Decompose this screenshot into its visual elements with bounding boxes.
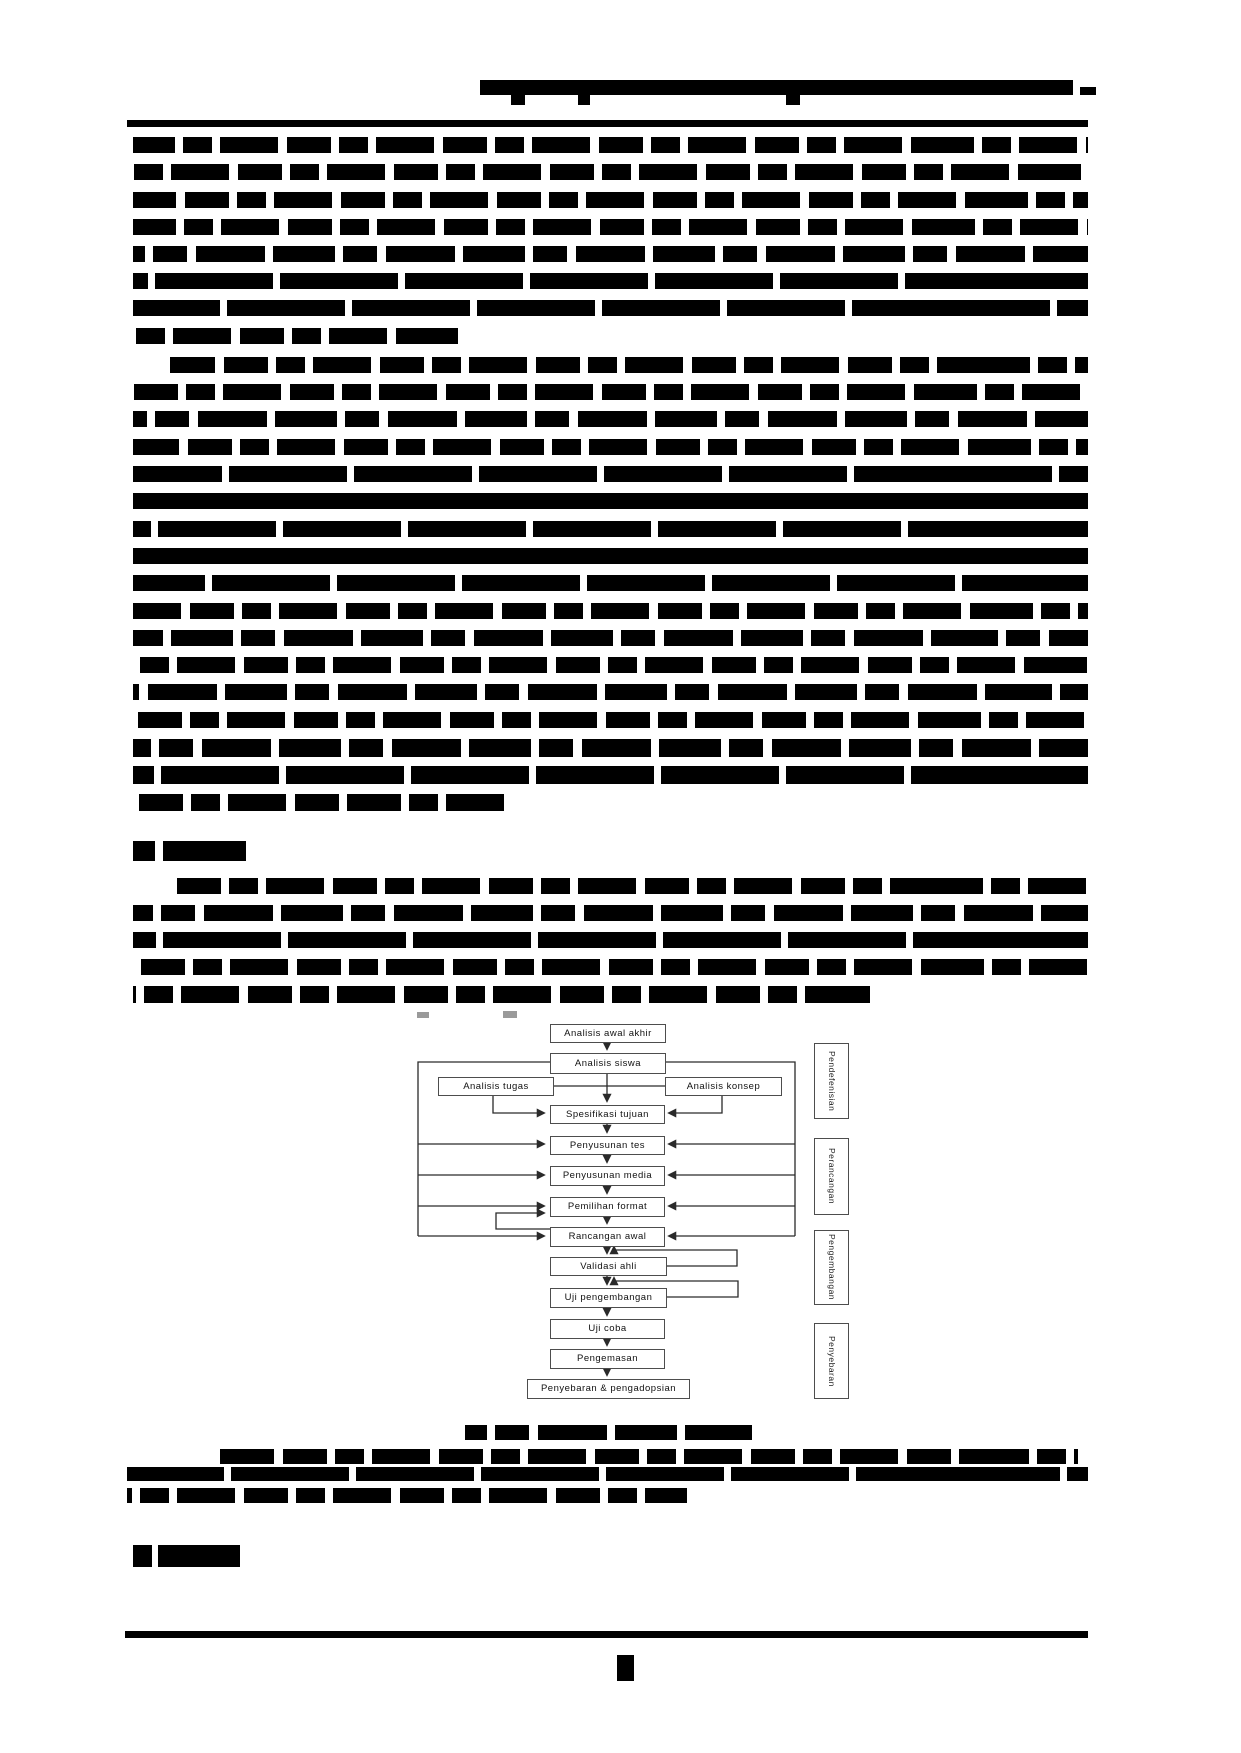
redacted-text bbox=[133, 1545, 152, 1567]
flowchart-step-spesifikasi-tujuan: Spesifikasi tujuan bbox=[550, 1105, 665, 1124]
redacted-text bbox=[133, 766, 1088, 784]
redacted-text bbox=[133, 164, 1088, 180]
redacted-text bbox=[133, 328, 463, 344]
redacted-text bbox=[786, 95, 800, 105]
redacted-text bbox=[133, 959, 1088, 975]
redacted-text bbox=[133, 521, 1088, 537]
redacted-text bbox=[127, 1467, 1088, 1481]
redacted-text bbox=[133, 493, 1088, 509]
redacted-text bbox=[125, 1631, 1088, 1638]
redacted-text bbox=[480, 80, 1073, 95]
redacted-text bbox=[133, 246, 1088, 262]
flowchart-phase-penyebaran: Penyebaran bbox=[814, 1323, 849, 1399]
redacted-text bbox=[133, 603, 1088, 619]
redacted-text bbox=[163, 841, 246, 861]
redacted-text bbox=[417, 1012, 429, 1018]
flowchart-step-penyusunan-media: Penyusunan media bbox=[550, 1166, 665, 1186]
flowchart-step-analisis-siswa: Analisis siswa bbox=[550, 1053, 666, 1074]
redacted-text bbox=[133, 986, 870, 1003]
redacted-text bbox=[220, 1449, 1078, 1464]
redacted-text bbox=[158, 1545, 240, 1567]
redacted-text bbox=[133, 300, 1088, 316]
redacted-text bbox=[133, 657, 1088, 673]
redacted-text bbox=[133, 684, 1088, 700]
flowchart-step-pemilihan-format: Pemilihan format bbox=[550, 1197, 665, 1217]
redacted-text bbox=[133, 137, 1088, 153]
redacted-text bbox=[170, 357, 1088, 373]
flowchart-step-analisis-konsep: Analisis konsep bbox=[665, 1077, 782, 1096]
flowchart-step-validasi-ahli: Validasi ahli bbox=[550, 1257, 667, 1276]
flowchart-step-analisis-awal-akhir: Analisis awal akhir bbox=[550, 1024, 666, 1043]
redacted-text bbox=[133, 273, 1088, 289]
redacted-text bbox=[578, 95, 590, 105]
redacted-text bbox=[133, 466, 1088, 482]
flowchart-step-penyebaran-pengadopsian: Penyebaran & pengadopsian bbox=[527, 1379, 690, 1399]
redacted-text bbox=[127, 120, 1088, 127]
redacted-text bbox=[133, 575, 1088, 591]
flowchart-step-penyusunan-tes: Penyusunan tes bbox=[550, 1136, 665, 1155]
redacted-text bbox=[133, 905, 1088, 921]
flowchart-step-uji-coba: Uji coba bbox=[550, 1319, 665, 1339]
redacted-text bbox=[133, 739, 1088, 757]
flowchart-step-rancangan-awal: Rancangan awal bbox=[550, 1227, 665, 1247]
redacted-text bbox=[503, 1011, 517, 1018]
redacted-text bbox=[133, 932, 1088, 948]
redacted-text bbox=[133, 411, 1088, 427]
redacted-text bbox=[133, 439, 1088, 455]
flowchart-phase-perancangan: Perancangan bbox=[814, 1138, 849, 1215]
redacted-text bbox=[133, 712, 1088, 728]
redacted-text bbox=[617, 1655, 634, 1681]
redacted-text bbox=[133, 384, 1088, 400]
redacted-text bbox=[511, 95, 525, 105]
redacted-text bbox=[170, 878, 1088, 894]
redacted-text bbox=[133, 794, 507, 811]
redacted-text bbox=[133, 219, 1088, 235]
redacted-text bbox=[133, 630, 1088, 646]
redacted-text bbox=[127, 1488, 687, 1503]
redacted-text bbox=[133, 192, 1088, 208]
flowchart-step-uji-pengembangan: Uji pengembangan bbox=[550, 1288, 667, 1308]
flowchart-step-analisis-tugas: Analisis tugas bbox=[438, 1077, 554, 1096]
redacted-text bbox=[465, 1425, 752, 1440]
redacted-text bbox=[1080, 87, 1096, 95]
redacted-text bbox=[133, 841, 155, 861]
flowchart-phase-pengembangan: Pengembangan bbox=[814, 1230, 849, 1305]
flowchart-step-pengemasan: Pengemasan bbox=[550, 1349, 665, 1369]
flowchart-phase-pendefenisian: Pendefenisian bbox=[814, 1043, 849, 1119]
redacted-text bbox=[133, 548, 1088, 564]
